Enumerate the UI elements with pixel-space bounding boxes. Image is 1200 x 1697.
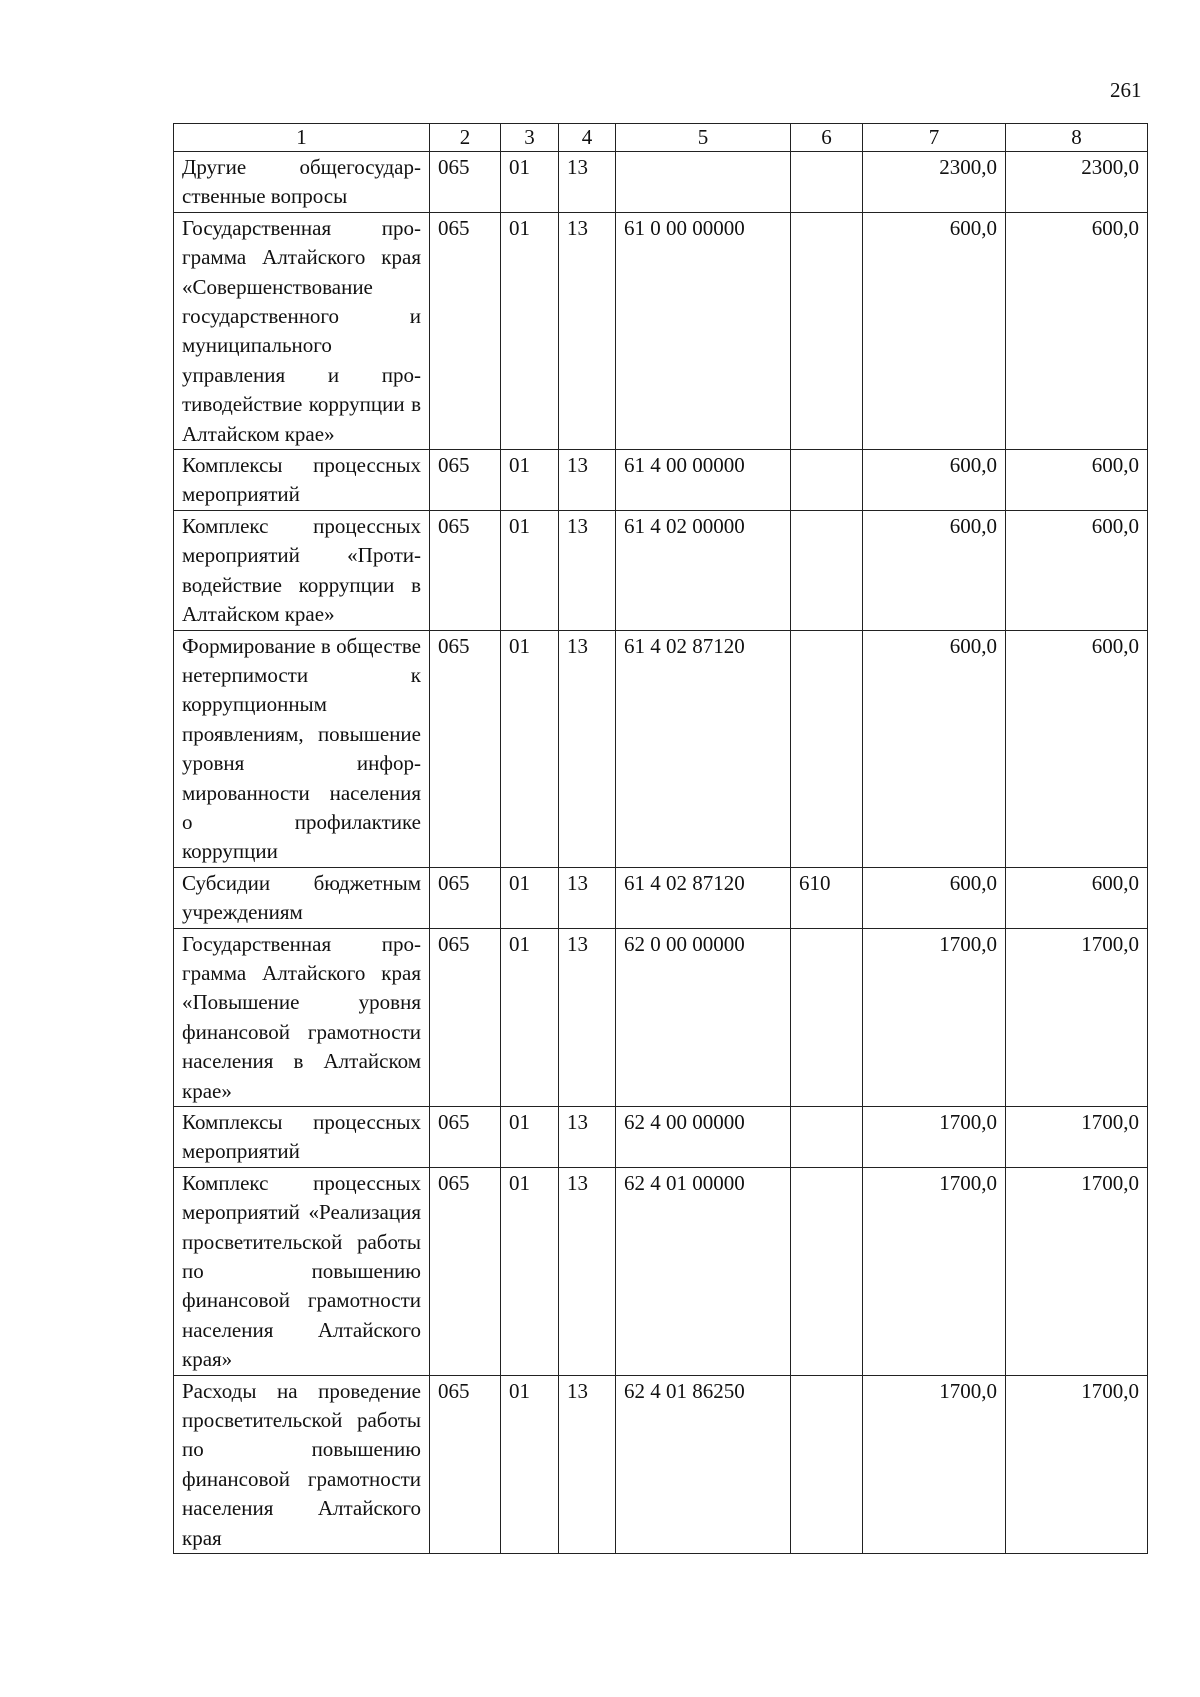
- col-8-cell: 600,0: [1006, 510, 1148, 630]
- row-name-cell: Комплекс процессных мероприятий «Противодействие коррупции в Алтайском крае»: [174, 510, 430, 630]
- col-6-cell: 610: [791, 867, 863, 928]
- header-col-7: 7: [863, 124, 1006, 152]
- col-7-cell: 1700,0: [863, 928, 1006, 1106]
- col-7-cell: 1700,0: [863, 1375, 1006, 1553]
- col-4-cell: 13: [559, 152, 616, 213]
- col-2-cell: 065: [430, 1375, 501, 1553]
- table-row: [174, 1167, 1148, 1375]
- col-7-cell: 1700,0: [863, 1167, 1006, 1375]
- col-6-cell: [791, 1107, 863, 1168]
- col-6-cell: [791, 450, 863, 511]
- col-5-cell: 61 4 02 87120: [616, 630, 791, 867]
- col-3-cell: 01: [501, 450, 559, 511]
- budget-table: [173, 123, 1148, 1554]
- col-4-cell: 13: [559, 1375, 616, 1553]
- row-name-cell: Комплекс процессных мероприятий «Реализация просветительской работы по повышению финансовой грамотности населения Алтайского края»: [174, 1167, 430, 1375]
- col-2-cell: 065: [430, 510, 501, 630]
- col-7-cell: 600,0: [863, 867, 1006, 928]
- table-row: [174, 510, 1148, 630]
- col-7-cell: 600,0: [863, 212, 1006, 449]
- col-8-cell: 1700,0: [1006, 1107, 1148, 1168]
- col-2-cell: 065: [430, 1107, 501, 1168]
- col-3-cell: 01: [501, 1167, 559, 1375]
- col-6-cell: [791, 1375, 863, 1553]
- col-2-cell: 065: [430, 152, 501, 213]
- col-4-cell: 13: [559, 450, 616, 511]
- header-col-3: 3: [501, 124, 559, 152]
- col-8-cell: 600,0: [1006, 630, 1148, 867]
- table-body: [174, 152, 1148, 1554]
- header-col-5: 5: [616, 124, 791, 152]
- col-6-cell: [791, 212, 863, 449]
- col-3-cell: 01: [501, 1107, 559, 1168]
- table-row: [174, 152, 1148, 213]
- col-7-cell: 600,0: [863, 630, 1006, 867]
- col-2-cell: 065: [430, 630, 501, 867]
- col-4-cell: 13: [559, 510, 616, 630]
- header-col-1: 1: [174, 124, 430, 152]
- col-8-cell: 600,0: [1006, 450, 1148, 511]
- col-3-cell: 01: [501, 928, 559, 1106]
- row-name-cell: Расходы на проведение просветительской работы по повышению финансовой грамотности населения Алтайского края: [174, 1375, 430, 1553]
- col-4-cell: 13: [559, 928, 616, 1106]
- col-6-cell: [791, 152, 863, 213]
- header-col-4: 4: [559, 124, 616, 152]
- col-2-cell: 065: [430, 867, 501, 928]
- col-3-cell: 01: [501, 1375, 559, 1553]
- row-name-cell: Формирование в обществе нетерпимости к коррупционным проявлениям, повышение уровня информированности населения о профилактике коррупции: [174, 630, 430, 867]
- col-8-cell: 1700,0: [1006, 1167, 1148, 1375]
- header-col-6: 6: [791, 124, 863, 152]
- table-header: [174, 124, 1148, 152]
- row-name-cell: Государственная программа Алтайского края «Совершенствование государственного и муниципального управления и противодействие коррупции в Алтайском крае»: [174, 212, 430, 449]
- col-3-cell: 01: [501, 152, 559, 213]
- table-row: [174, 1107, 1148, 1168]
- col-5-cell: 61 4 02 87120: [616, 867, 791, 928]
- col-5-cell: [616, 152, 791, 213]
- col-7-cell: 1700,0: [863, 1107, 1006, 1168]
- row-name-cell: Другие общегосударственные вопросы: [174, 152, 430, 213]
- col-7-cell: 600,0: [863, 450, 1006, 511]
- header-col-8: 8: [1006, 124, 1148, 152]
- col-5-cell: 61 0 00 00000: [616, 212, 791, 449]
- row-name-cell: Субсидии бюджетным учреждениям: [174, 867, 430, 928]
- col-7-cell: 2300,0: [863, 152, 1006, 213]
- table-row: [174, 630, 1148, 867]
- table-row: [174, 867, 1148, 928]
- col-8-cell: 600,0: [1006, 867, 1148, 928]
- col-5-cell: 62 4 00 00000: [616, 1107, 791, 1168]
- col-2-cell: 065: [430, 450, 501, 511]
- col-3-cell: 01: [501, 630, 559, 867]
- row-name-cell: Комплексы процессных мероприятий: [174, 450, 430, 511]
- col-4-cell: 13: [559, 1167, 616, 1375]
- col-2-cell: 065: [430, 212, 501, 449]
- col-6-cell: [791, 1167, 863, 1375]
- col-3-cell: 01: [501, 212, 559, 449]
- row-name-cell: Комплексы процессных мероприятий: [174, 1107, 430, 1168]
- col-3-cell: 01: [501, 510, 559, 630]
- col-4-cell: 13: [559, 1107, 616, 1168]
- col-4-cell: 13: [559, 630, 616, 867]
- table-row: [174, 212, 1148, 449]
- col-5-cell: 62 4 01 00000: [616, 1167, 791, 1375]
- col-6-cell: [791, 630, 863, 867]
- header-col-2: 2: [430, 124, 501, 152]
- col-8-cell: 1700,0: [1006, 928, 1148, 1106]
- col-5-cell: 62 4 01 86250: [616, 1375, 791, 1553]
- col-8-cell: 600,0: [1006, 212, 1148, 449]
- page-number: 261: [1110, 78, 1142, 102]
- col-2-cell: 065: [430, 928, 501, 1106]
- col-4-cell: 13: [559, 212, 616, 449]
- table-row: [174, 450, 1148, 511]
- row-name-cell: Государственная программа Алтайского края «Повышение уровня финансовой грамотности населения в Алтайском крае»: [174, 928, 430, 1106]
- col-8-cell: 2300,0: [1006, 152, 1148, 213]
- col-6-cell: [791, 510, 863, 630]
- col-2-cell: 065: [430, 1167, 501, 1375]
- col-3-cell: 01: [501, 867, 559, 928]
- col-5-cell: 61 4 02 00000: [616, 510, 791, 630]
- col-4-cell: 13: [559, 867, 616, 928]
- col-5-cell: 61 4 00 00000: [616, 450, 791, 511]
- table-row: [174, 928, 1148, 1106]
- header-row: [174, 124, 1148, 152]
- col-5-cell: 62 0 00 00000: [616, 928, 791, 1106]
- table-row: [174, 1375, 1148, 1553]
- col-7-cell: 600,0: [863, 510, 1006, 630]
- col-6-cell: [791, 928, 863, 1106]
- col-8-cell: 1700,0: [1006, 1375, 1148, 1553]
